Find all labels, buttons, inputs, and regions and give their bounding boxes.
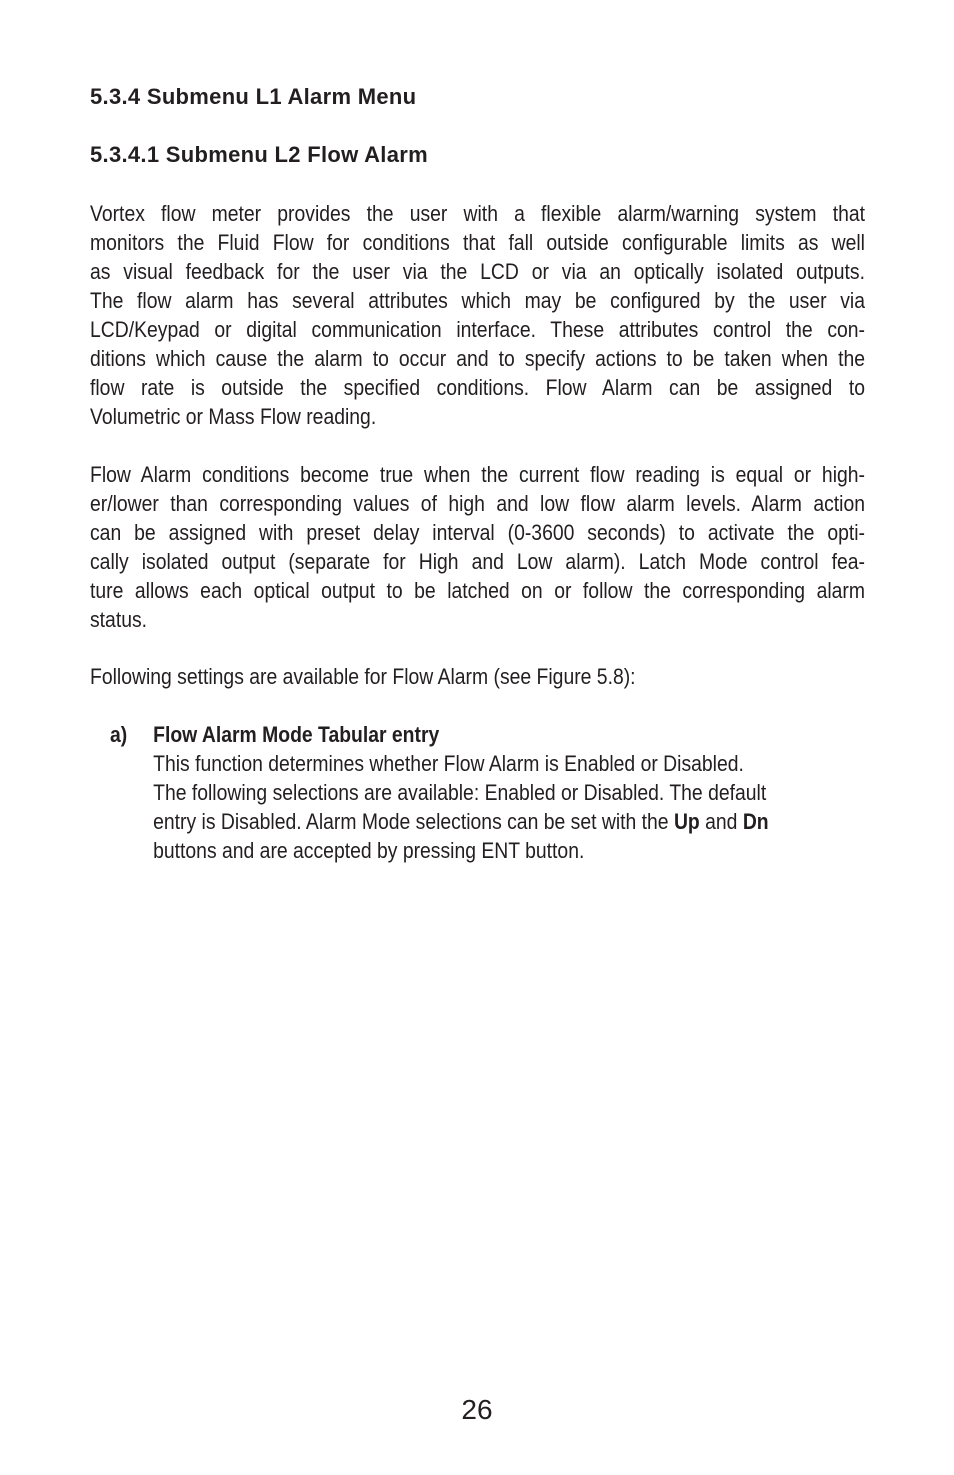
- list-item-line: [153, 807, 830, 836]
- section-heading-alarm-menu: 5.3.4 Submenu L1 Alarm Menu: [90, 84, 417, 109]
- page-number: 26: [461, 1394, 493, 1425]
- list-item-text: entry is Disabled. Alarm Mode selections can be set with the: [153, 809, 674, 834]
- list-item-line: This function determines whether Flow Alarm is Enabled or Disabled.: [153, 751, 744, 776]
- paragraph-line: cally isolated output (separate for High and Low alarm). Latch Mode control fea-: [90, 549, 865, 574]
- dn-button-label: Dn: [742, 809, 769, 834]
- paragraph-line: Vortex flow meter provides the user with a flexible alarm/warning system that: [90, 201, 865, 226]
- paragraph-line: as visual feedback for the user via the LCD or via an optically isolated outputs.: [90, 259, 865, 284]
- paragraph-line: Flow Alarm conditions become true when the current flow reading is equal or high-: [90, 462, 865, 487]
- paragraph-line: ture allows each optical output to be latched on or follow the corresponding alarm: [90, 578, 865, 603]
- paragraph-line: LCD/Keypad or digital communication interface. These attributes control the con-: [90, 317, 865, 342]
- list-item-text: and: [699, 809, 743, 834]
- paragraph-alarm-conditions: [90, 460, 865, 634]
- paragraph-line: can be assigned with preset delay interval (0-3600 seconds) to activate the opti-: [90, 520, 865, 545]
- paragraph-line: Following settings are available for Flow Alarm (see Figure 5.8):: [90, 664, 636, 689]
- paragraph-settings-intro: [90, 662, 772, 691]
- list-item-title: Flow Alarm Mode Tabular entry: [153, 722, 440, 747]
- paragraph-line: Volumetric or Mass Flow reading.: [90, 404, 377, 429]
- paragraph-line: ditions which cause the alarm to occur and to specify actions to be taken when the: [90, 346, 865, 371]
- paragraph-line: monitors the Fluid Flow for conditions that fall outside configurable limits as well: [90, 230, 865, 255]
- list-item-marker: a): [110, 722, 128, 747]
- up-button-label: Up: [673, 809, 700, 834]
- paragraph-line: flow rate is outside the specified conditions. Flow Alarm can be assigned to: [90, 375, 865, 400]
- list-item-line: buttons and are accepted by pressing ENT button.: [153, 838, 585, 863]
- subsection-heading-flow-alarm: 5.3.4.1 Submenu L2 Flow Alarm: [90, 142, 428, 167]
- list-item-line: The following selections are available: Enabled or Disabled. The default: [153, 780, 767, 805]
- paragraph-line: status.: [90, 607, 148, 632]
- paragraph-alarm-system-overview: [90, 199, 865, 431]
- list-item-flow-alarm-mode: [110, 720, 830, 865]
- paragraph-line: er/lower than corresponding values of high and low flow alarm levels. Alarm action: [90, 491, 865, 516]
- paragraph-line: The flow alarm has several attributes which may be configured by the user via: [90, 288, 865, 313]
